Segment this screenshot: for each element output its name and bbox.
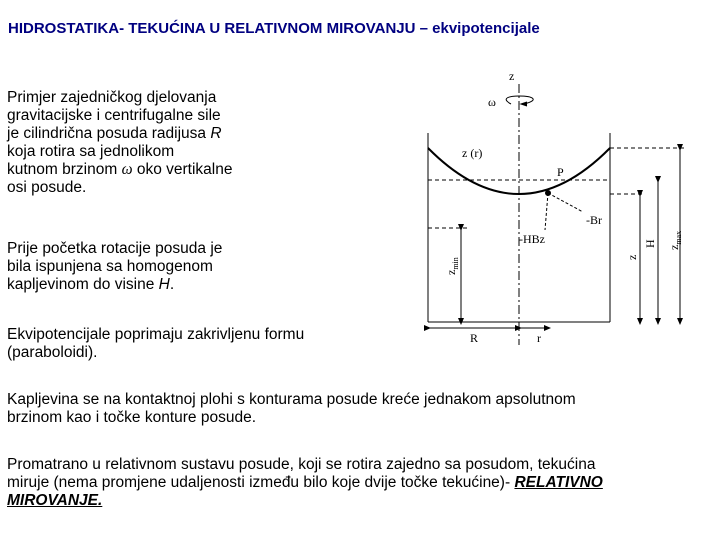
p1-line6: osi posude. <box>7 179 87 196</box>
p3-line1: Ekvipotencijale poprimaju zakrivljenu formu <box>7 326 305 343</box>
p1-radius-symbol: R <box>210 125 222 142</box>
svg-text:z: z <box>625 254 639 260</box>
zmax-label <box>667 231 683 250</box>
p5-emphasis-2: MIROVANJE. <box>7 492 103 509</box>
svg-text:zmin: $z_{min}$ <box>444 257 460 275</box>
zr-label: z (r) <box>462 146 483 160</box>
p1-line5b: oko vertikalne <box>132 161 233 178</box>
p2-line2: bila ispunjena sa homogenom <box>7 258 213 275</box>
p1-omega-symbol: ω <box>121 161 133 178</box>
p1-line3a: je cilindrična posuda radijusa <box>7 125 211 142</box>
hbz-label: -HBz <box>519 232 545 246</box>
p4-line2: brzinom kao i točke konture posude. <box>7 409 256 426</box>
p2-line3b: . <box>169 276 175 293</box>
p1-line2: gravitacijske i centrifugalne sile <box>7 107 221 124</box>
p1-line4: koja rotira sa jednolikom <box>7 143 175 160</box>
rotation-arrow <box>506 96 533 104</box>
r-big-label: R <box>470 331 479 345</box>
zmin-label <box>444 257 460 275</box>
p2-line1: Prije početka rotacije posuda je <box>7 240 223 257</box>
svg-text:zmax: $z_{max}$ <box>667 230 683 250</box>
omega-label: ω <box>488 95 496 109</box>
p5-line2a: miruje (nema promjene udaljenosti između bilo koje dvije točke tekućine)- <box>7 474 515 491</box>
p1-line5a: kutnom brzinom <box>7 161 122 178</box>
hbr-label: -Br <box>586 213 602 227</box>
svg-text:H: H <box>643 239 657 248</box>
p5-line1: Promatrano u relativnom sustavu posude, koji se rotira zajedno sa posudom, tekućina <box>7 456 596 473</box>
axis-z-label: z <box>509 69 515 83</box>
p2-line3a: kapljevinom do visine <box>7 276 159 293</box>
page-title: HIDROSTATIKA- TEKUĆINA U RELATIVNOM MIROVANJU – ekvipotencijale <box>8 20 540 37</box>
p3-line2: (paraboloidi). <box>7 344 98 361</box>
point-p-label: P <box>557 165 564 179</box>
p2-height-symbol: H <box>158 276 170 293</box>
h-label <box>643 239 657 248</box>
p4-line1: Kapljevina se na kontaktnoj plohi s konturama posude kreće jednakom apsolutnom <box>7 391 576 408</box>
p1-line1: Primjer zajedničkog djelovanja <box>7 89 217 106</box>
r-small-label: r <box>537 331 541 345</box>
z-side-label <box>625 255 639 260</box>
p5-emphasis-1: RELATIVNO <box>514 474 603 491</box>
